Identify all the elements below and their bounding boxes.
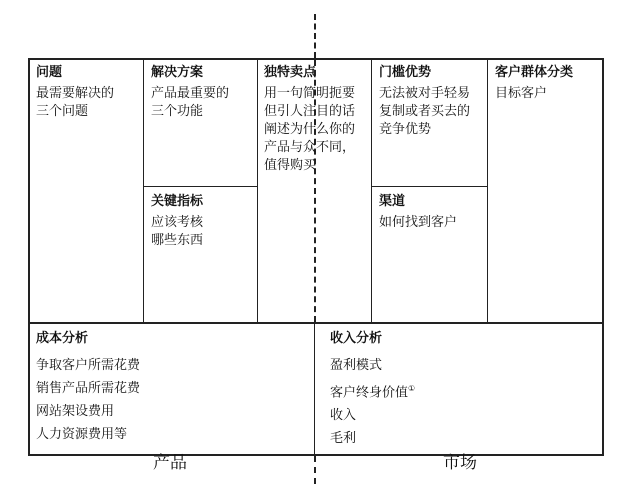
problem-title: 问题 [36, 65, 63, 80]
uvp-line-1: 用一句简明扼要 [264, 86, 356, 101]
revenue-item-2-wrap [330, 377, 595, 404]
segments-cell [495, 64, 601, 103]
bottom-column-line [314, 322, 315, 455]
column-line-2 [257, 58, 258, 323]
canvas-left-border [28, 58, 30, 456]
uvp-line-2: 但引人注目的话 [264, 104, 356, 119]
solution-metrics-split [143, 186, 258, 187]
revenue-title: 收入分析 [330, 331, 383, 346]
channels-title: 渠道 [379, 194, 406, 209]
solution-line-1: 产品最重要的 [151, 86, 230, 101]
solution-line-2: 三个功能 [151, 104, 204, 119]
metrics-line-1: 应该考核 [151, 215, 204, 230]
cost-item-3: 网站架设费用 [36, 404, 115, 419]
column-line-1 [143, 58, 144, 323]
advantage-channels-split [371, 186, 488, 187]
advantage-line-2: 复制或者买去的 [379, 104, 471, 119]
problem-cell [36, 64, 141, 121]
footer-product-label: 产品 [153, 453, 187, 473]
metrics-line-2: 哪些东西 [151, 233, 204, 248]
revenue-item-2: 客户终身价值 [330, 385, 409, 401]
canvas-right-border [602, 58, 604, 456]
footer-market-label: 市场 [443, 453, 477, 473]
advantage-line-1: 无法被对手轻易 [379, 86, 471, 101]
uvp-line-5: 值得购买 [264, 158, 317, 173]
uvp-line-3: 阐述为什么你的 [264, 122, 356, 137]
uvp-cell [264, 64, 370, 175]
metrics-cell [151, 193, 256, 250]
cost-item-4: 人力资源费用等 [36, 427, 128, 442]
problem-line-1: 最需要解决的 [36, 86, 115, 101]
revenue-item-4: 毛利 [330, 431, 357, 447]
advantage-line-3: 竞争优势 [379, 122, 432, 137]
center-dashed-divider-top [314, 14, 316, 58]
channels-cell [379, 193, 485, 232]
center-dashed-divider-bottom [314, 456, 316, 484]
revenue-item-1: 盈利模式 [330, 358, 383, 373]
advantage-title: 门槛优势 [379, 65, 432, 80]
uvp-line-4: 产品与众不同， [264, 140, 356, 155]
segments-line-1: 目标客户 [495, 86, 548, 101]
segments-title: 客户群体分类 [495, 65, 574, 80]
revenue-item-3: 收入 [330, 408, 357, 424]
cost-cell [36, 330, 311, 446]
problem-line-2: 三个问题 [36, 104, 89, 119]
cost-title: 成本分析 [36, 331, 89, 346]
solution-cell [151, 64, 256, 121]
footnote-mark: ① [408, 384, 416, 393]
solution-title: 解决方案 [151, 65, 204, 80]
column-line-3 [371, 58, 372, 323]
section-divider [28, 322, 604, 324]
revenue-cell [330, 330, 595, 450]
canvas-top-border [28, 58, 604, 60]
metrics-title: 关键指标 [151, 194, 204, 209]
advantage-cell [379, 64, 485, 139]
channels-line-1: 如何找到客户 [379, 215, 458, 230]
uvp-title: 独特卖点 [264, 65, 317, 80]
column-line-4 [487, 58, 488, 323]
cost-item-2: 销售产品所需花费 [36, 381, 141, 396]
cost-item-1: 争取客户所需花费 [36, 358, 141, 373]
